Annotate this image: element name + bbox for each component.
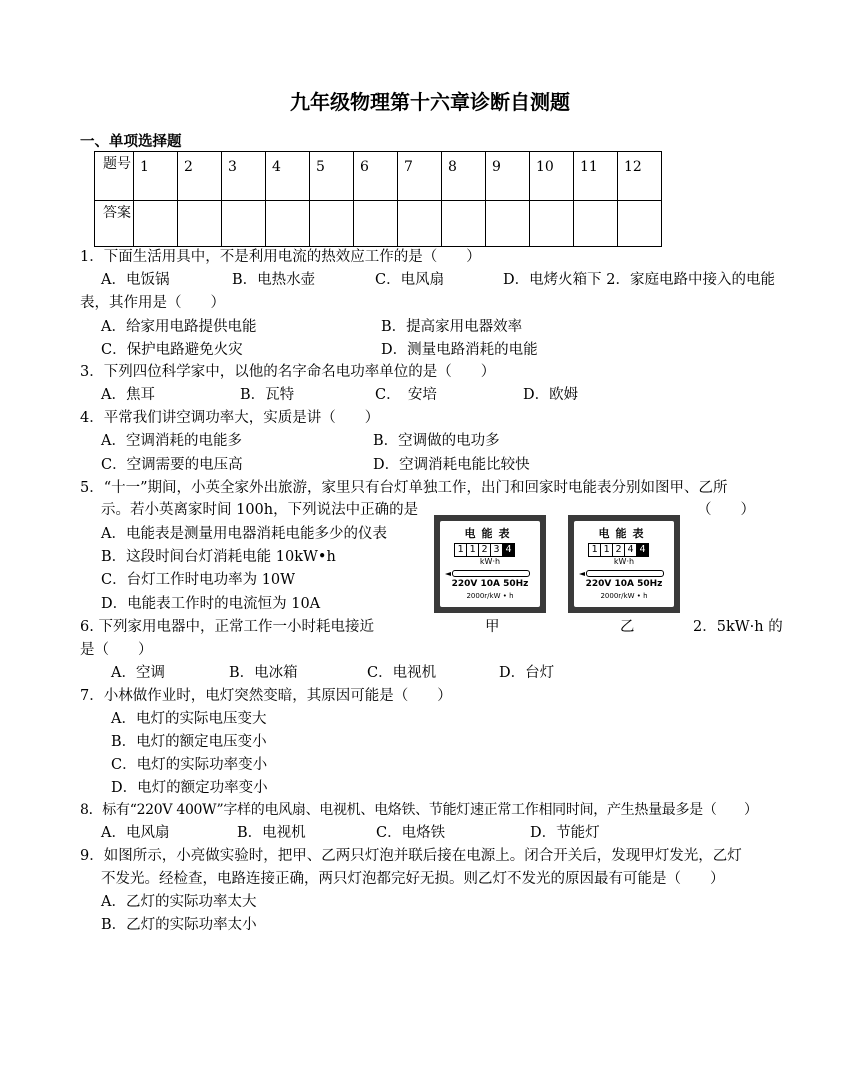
meter-rev: 2000r/kW • h <box>600 592 648 600</box>
question-number: 8 <box>442 152 486 201</box>
option: D．电能表工作时的电流恒为 10A <box>101 596 321 612</box>
question-5: 5．“十一”期间，小英全家外出旅游，家里只有台灯单独工作，出门和回家时电能表分别如图甲、乙所 <box>80 480 728 496</box>
option: D．电灯的额定功率变小 <box>111 780 268 796</box>
option: D．空调消耗电能比较快 <box>373 457 530 473</box>
option: B．瓦特 <box>240 387 295 403</box>
question-8: 8．标有“220V 400W”字样的电风扇、电视机、电烙铁、节能灯速正常工作相同时间，产生热量最多是（ ） <box>80 802 758 818</box>
option: B．电灯的额定电压变小 <box>111 734 267 750</box>
meter-digit: 4 <box>636 543 649 557</box>
answer-cell[interactable] <box>398 201 442 247</box>
question-number: 2 <box>178 152 222 201</box>
section-heading: 一、单项选择题 <box>80 133 182 150</box>
option: C．电视机 <box>367 665 437 681</box>
option: C．电烙铁 <box>376 825 446 841</box>
meter-digit: 1 <box>466 543 479 557</box>
question-number: 7 <box>398 152 442 201</box>
question-3: 3．下列四位科学家中，以他的名字命名电功率单位的是（ ） <box>80 364 496 380</box>
answer-cell[interactable] <box>442 201 486 247</box>
question-4: 4．平常我们讲空调功率大，实质是讲（ ） <box>80 410 380 426</box>
meter-digit: 1 <box>454 543 467 557</box>
option: C．电风扇 <box>375 272 445 288</box>
option: C．空调需要的电压高 <box>101 457 243 473</box>
answer-cell[interactable] <box>354 201 398 247</box>
meter-digit: 4 <box>502 543 515 557</box>
question-number: 11 <box>574 152 618 201</box>
meter-digit: 2 <box>478 543 491 557</box>
meter-dial-icon <box>586 570 664 577</box>
meter-digit: 1 <box>588 543 601 557</box>
meter-unit: kW·h <box>613 557 635 566</box>
option: C．台灯工作时电功率为 10W <box>101 572 296 588</box>
option: A．空调 <box>111 665 165 681</box>
answer-cell[interactable] <box>266 201 310 247</box>
meter-unit: kW·h <box>479 557 501 566</box>
meter-digit: 3 <box>490 543 503 557</box>
meter-reading <box>454 543 514 557</box>
option: B．电视机 <box>237 825 306 841</box>
answer-cell[interactable] <box>486 201 530 247</box>
question-2-cont: 表，其作用是（ ） <box>80 295 225 311</box>
meter-rev: 2000r/kW • h <box>466 592 514 600</box>
table-row <box>95 152 662 201</box>
question-number: 1 <box>134 152 178 201</box>
option: D．节能灯 <box>530 825 600 841</box>
row-label: 答案 <box>95 201 134 247</box>
question-6: 6. 下列家用电器中，正常工作一小时耗电接近 <box>80 619 374 635</box>
question-number: 6 <box>354 152 398 201</box>
option: B．空调做的电功多 <box>373 433 500 449</box>
electric-meter-jia <box>434 515 546 613</box>
meter-dial-icon <box>452 570 530 577</box>
electric-meter-yi <box>568 515 680 613</box>
table-row <box>95 201 662 247</box>
option: D．台灯 <box>499 665 555 681</box>
question-5-cont: 示。若小英离家时间 100h，下列说法中正确的是 <box>101 502 419 518</box>
option: B．乙灯的实际功率太小 <box>101 917 257 933</box>
row-label: 题号 <box>95 152 134 201</box>
option: A．空调消耗的电能多 <box>101 433 242 449</box>
option: C． 安培 <box>375 387 437 403</box>
option: A．电风扇 <box>101 825 170 841</box>
option: D．测量电路消耗的电能 <box>381 342 538 358</box>
option: C．电灯的实际功率变小 <box>111 757 268 773</box>
option: A．焦耳 <box>101 387 155 403</box>
option: A．乙灯的实际功率太大 <box>101 894 257 910</box>
answer-table <box>94 151 662 247</box>
meter-reading <box>588 543 648 557</box>
question-6-cont: 是（ ） <box>80 642 153 658</box>
option: B．提高家用电器效率 <box>381 319 523 335</box>
meter-digit: 4 <box>624 543 637 557</box>
option: B．这段时间台灯消耗电能 10kW•h <box>101 549 336 565</box>
question-9: 9．如图所示，小亮做实验时，把甲、乙两只灯泡并联后接在电源上。闭合开关后，发现甲灯发光，乙灯 <box>80 848 742 864</box>
option: C．保护电路避免火灾 <box>101 342 243 358</box>
meter-caption: 甲 <box>485 619 500 635</box>
answer-cell[interactable] <box>618 201 662 247</box>
answer-cell[interactable] <box>310 201 354 247</box>
question-number: 12 <box>618 152 662 201</box>
question-9-cont: 不发光。经检查，电路连接正确，两只灯泡都完好无损。则乙灯不发光的原因最有可能是（ ） <box>101 871 725 887</box>
option: A．电饭锅 <box>101 272 170 288</box>
answer-cell[interactable] <box>178 201 222 247</box>
meter-digit: 1 <box>600 543 613 557</box>
question-7: 7．小林做作业时，电灯突然变暗，其原因可能是（ ） <box>80 688 452 704</box>
meter-spec: 220V 10A 50Hz <box>451 579 529 589</box>
question-6-cont: 2．5kW·h 的 <box>693 619 783 635</box>
question-1: 1．下面生活用具中，不是利用电流的热效应工作的是（ ） <box>80 249 481 265</box>
option: B．电冰箱 <box>229 665 298 681</box>
question-number: 10 <box>530 152 574 201</box>
option: A．电灯的实际电压变大 <box>111 711 267 727</box>
option: A．给家用电路提供电能 <box>101 319 257 335</box>
option: D．电烤火箱下 2．家庭电路中接入的电能 <box>503 272 775 288</box>
answer-cell[interactable] <box>134 201 178 247</box>
answer-cell[interactable] <box>222 201 266 247</box>
option: A．电能表是测量用电器消耗电能多少的仪表 <box>101 526 387 542</box>
option: D．欧姆 <box>523 387 579 403</box>
meter-title: 电能表 <box>464 527 516 540</box>
meter-digit: 2 <box>612 543 625 557</box>
page-title: 九年级物理第十六章诊断自测题 <box>290 90 570 114</box>
answer-bracket: （ ） <box>697 502 755 518</box>
question-number: 3 <box>222 152 266 201</box>
meter-title: 电能表 <box>598 527 650 540</box>
question-number: 5 <box>310 152 354 201</box>
answer-cell[interactable] <box>574 201 618 247</box>
question-number: 9 <box>486 152 530 201</box>
meter-caption: 乙 <box>620 619 635 635</box>
question-number: 4 <box>266 152 310 201</box>
answer-cell[interactable] <box>530 201 574 247</box>
option: B．电热水壶 <box>232 272 316 288</box>
meter-spec: 220V 10A 50Hz <box>585 579 663 589</box>
